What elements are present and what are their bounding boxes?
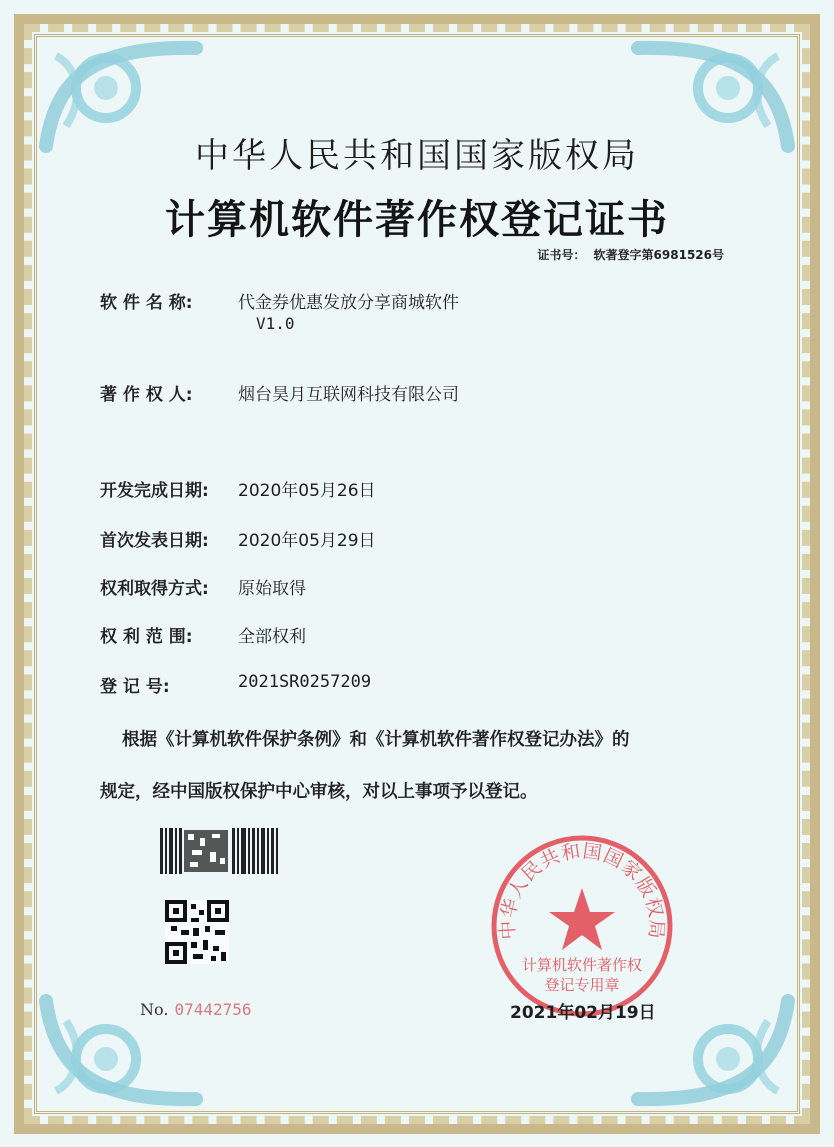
dev-date-label: 开发完成日期: [100,481,209,501]
regno-value: 2021SR0257209 [238,672,372,692]
serial-number [140,1000,252,1019]
field-publish-date [100,526,376,551]
seal-inner-line-1: 计算机软件著作权 [521,956,643,974]
field-acquire-method [100,574,306,599]
software-version: V1.0 [256,314,295,333]
seal-inner-line-2: 登记专用章 [544,976,620,994]
regno-label: 登 记 号: [100,677,170,697]
scope-value: 全部权利 [238,627,306,647]
dev-date-value: 2020年05月26日 [238,481,376,501]
field-owner [100,380,459,405]
seal-star-icon [549,888,615,950]
acquire-label: 权利取得方式: [100,579,209,599]
owner-value: 烟台昊月互联网科技有限公司 [238,385,459,405]
software-name-label: 软 件 名 称: [100,293,193,313]
software-name-value: 代金券优惠发放分享商城软件 [238,293,459,313]
issue-date: 2021年02月19日 [510,1003,656,1023]
official-red-seal [488,832,676,1020]
field-registration-number [100,672,371,697]
statement-line-1: 根据《计算机软件保护条例》和《计算机软件著作权登记办法》的 [122,730,630,750]
issuer-title: 中华人民共和国国家版权局 [195,136,639,176]
field-software-name [100,288,459,313]
qr-code-image [165,900,229,964]
field-dev-date [100,476,376,501]
publish-date-label: 首次发表日期: [100,531,209,551]
certificate-number-label: 证书号： [537,248,586,262]
field-scope [100,622,306,647]
statement-line-2: 规定，经中国版权保护中心审核，对以上事项予以登记。 [100,782,538,802]
serial-number-value: 07442756 [174,1000,252,1019]
seal-outer-text: 中华人民共和国国家版权局 [496,840,668,941]
acquire-value: 原始取得 [238,579,306,599]
scope-label: 权 利 范 围: [100,627,193,647]
certificate-number-value: 软著登字第6981526号 [593,248,724,262]
serial-number-label: No. [140,1000,169,1019]
certificate-number [533,246,724,263]
barcode-image [160,828,280,874]
owner-label: 著 作 权 人: [100,385,193,405]
publish-date-value: 2020年05月29日 [238,531,376,551]
certificate-title: 计算机软件著作权登记证书 [165,197,669,243]
